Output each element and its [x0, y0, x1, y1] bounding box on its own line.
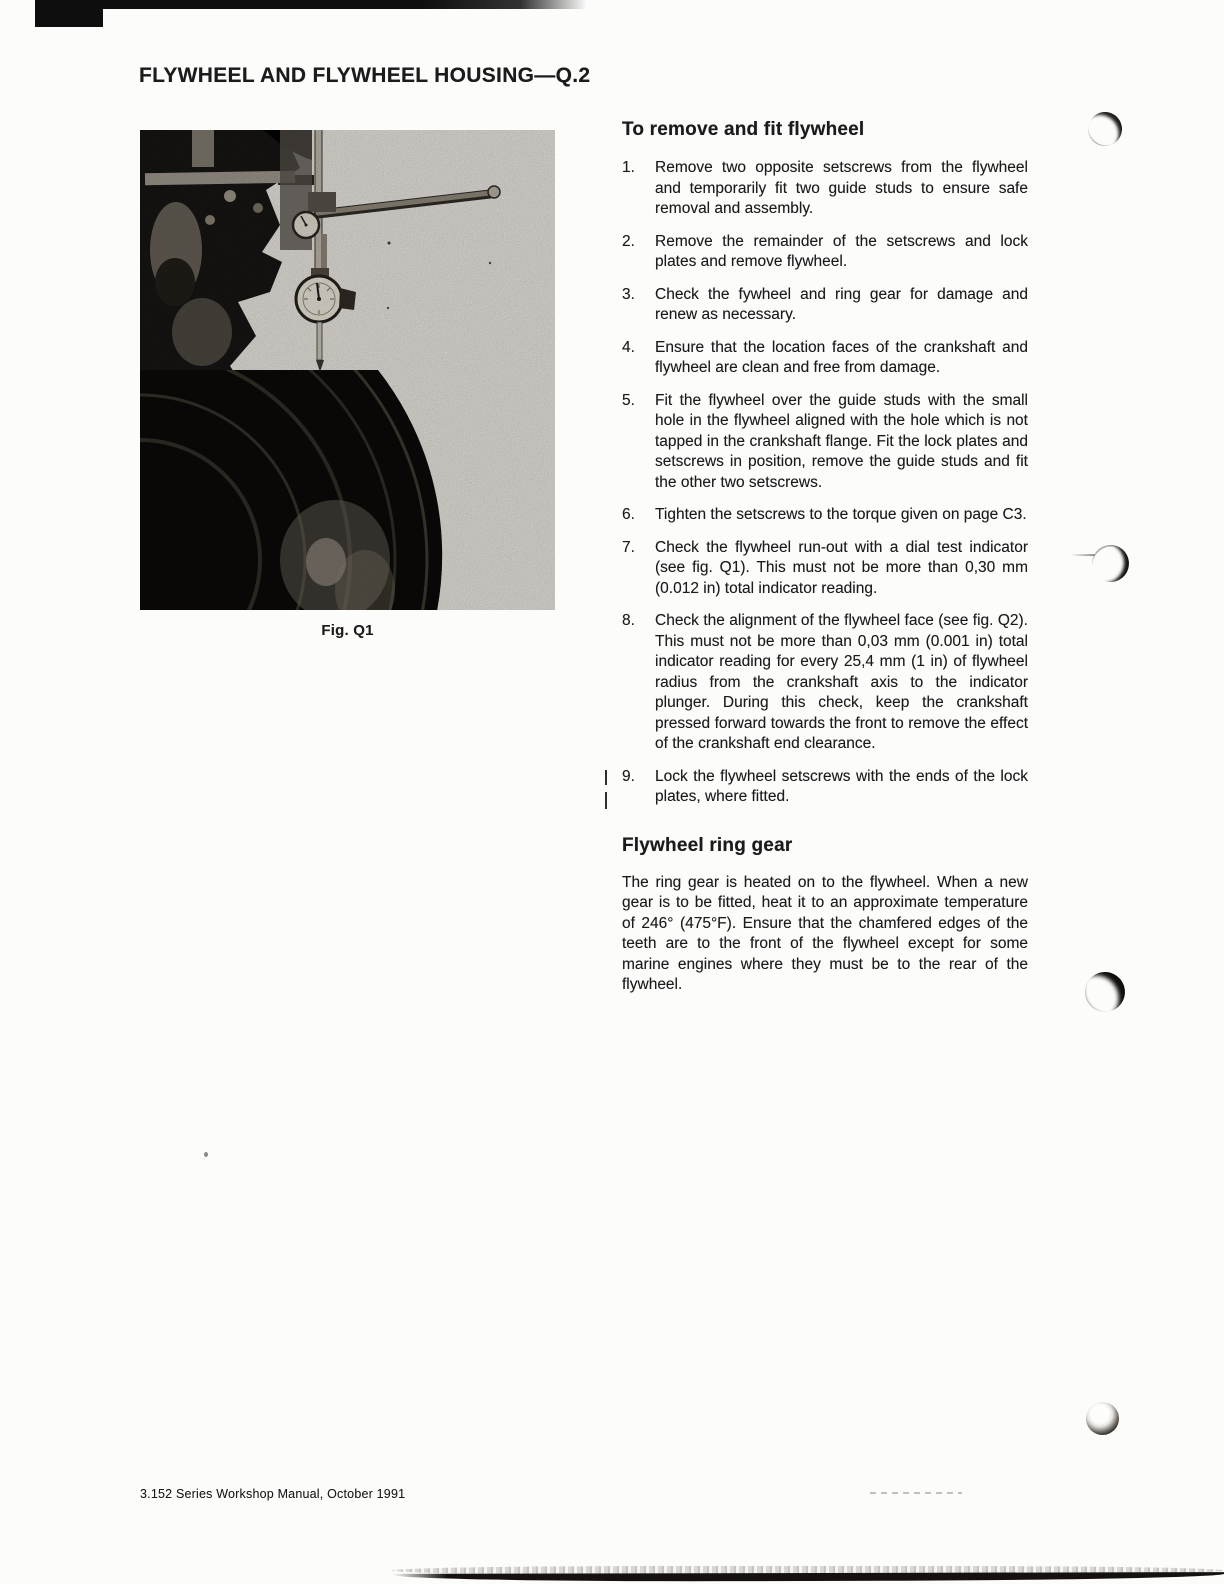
step-number: 6. — [622, 506, 635, 523]
page-footer: 3.152 Series Workshop Manual, October 1991 — [140, 1487, 406, 1501]
text-column — [622, 118, 1028, 996]
binder-ring-mark-1 — [1086, 110, 1124, 148]
procedure-step — [622, 285, 1028, 326]
step-text: Check the fywheel and ring gear for damage and renew as necessary. — [655, 285, 1028, 323]
step-number: 9. — [622, 767, 635, 785]
step-number: 4. — [622, 338, 635, 356]
step-number: 2. — [622, 232, 635, 250]
binder-ring-mark-3 — [1084, 971, 1127, 1014]
scan-artifact-dashes — [870, 1492, 962, 1494]
binder-ring-mark-2 — [1090, 543, 1131, 584]
step-number: 8. — [622, 612, 635, 629]
scan-artifact-top-bar — [35, 0, 587, 9]
procedure-step — [622, 505, 1028, 526]
procedure-step — [622, 232, 1028, 273]
step-number: 3. — [622, 285, 635, 303]
flywheel-photo — [140, 130, 555, 610]
section-title-remove-fit: To remove and fit flywheel — [622, 119, 865, 140]
step-text: Remove the remainder of the setscrews and lock plates and remove flywheel. — [655, 232, 1028, 270]
steps-list — [622, 158, 1028, 808]
procedure-step — [622, 538, 1028, 600]
scan-artifact-bottom-band — [392, 1564, 1224, 1584]
step-text: Tighten the setscrews to the torque given on page C3. — [655, 506, 1027, 523]
step-text: Ensure that the location faces of the crankshaft and flywheel are clean and free from damage. — [655, 338, 1028, 376]
procedure-step — [622, 338, 1028, 379]
procedure-step — [622, 391, 1028, 494]
ring-gear-paragraph: The ring gear is heated on to the flywheel. When a new gear is to be fitted, heat it to an approximate temperature of 246° (475°F). Ensure that the chamfered edges of the teeth are to the front of the flywheel except for some marine engines where they must be to the rear of the flywheel. — [622, 873, 1028, 993]
step-text: Fit the flywheel over the guide studs with the small hole in the flywheel aligned with the hole which is not tapped in the crankshaft flange. Fit the lock plates and setscrews in position, remove the guide studs and fit the other two setscrews. — [655, 391, 1028, 491]
figure-q1 — [140, 130, 555, 639]
step-text: Check the alignment of the flywheel face (see fig. Q2). This must not be more than 0,03 mm (0.001 in) total indicator reading for every 25,4 mm (1 in) of flywheel radius from the crankshaft axis to the indicator plunger. During this check, keep the crankshaft pressed forward towards the front to remove the effect of the crankshaft end clearance. — [655, 612, 1028, 752]
step-number: 7. — [622, 538, 635, 556]
binder-hole-mark — [1086, 1402, 1119, 1435]
page-title: FLYWHEEL AND FLYWHEEL HOUSING—Q.2 — [139, 64, 591, 87]
scan-artifact-dot — [204, 1152, 208, 1157]
figure-caption: Fig. Q1 — [321, 622, 374, 639]
step-text: Remove two opposite setscrews from the flywheel and temporarily fit two guide studs to ensure safe removal and assembly. — [655, 159, 1028, 217]
step-number: 5. — [622, 391, 635, 409]
bottom-band-bar — [392, 1572, 1224, 1582]
procedure-step — [622, 158, 1028, 220]
step-number: 1. — [622, 159, 635, 176]
procedure-step — [622, 611, 1028, 755]
section-title-ring-gear: Flywheel ring gear — [622, 834, 793, 856]
step-text: Check the flywheel run-out with a dial test indicator (see fig. Q1). This must not be more than 0,30 mm (0.012 in) total indicator reading. — [655, 538, 1028, 597]
procedure-step — [622, 767, 1028, 808]
step-text: Lock the flywheel setscrews with the ends of the lock plates, where fitted. — [655, 767, 1028, 805]
